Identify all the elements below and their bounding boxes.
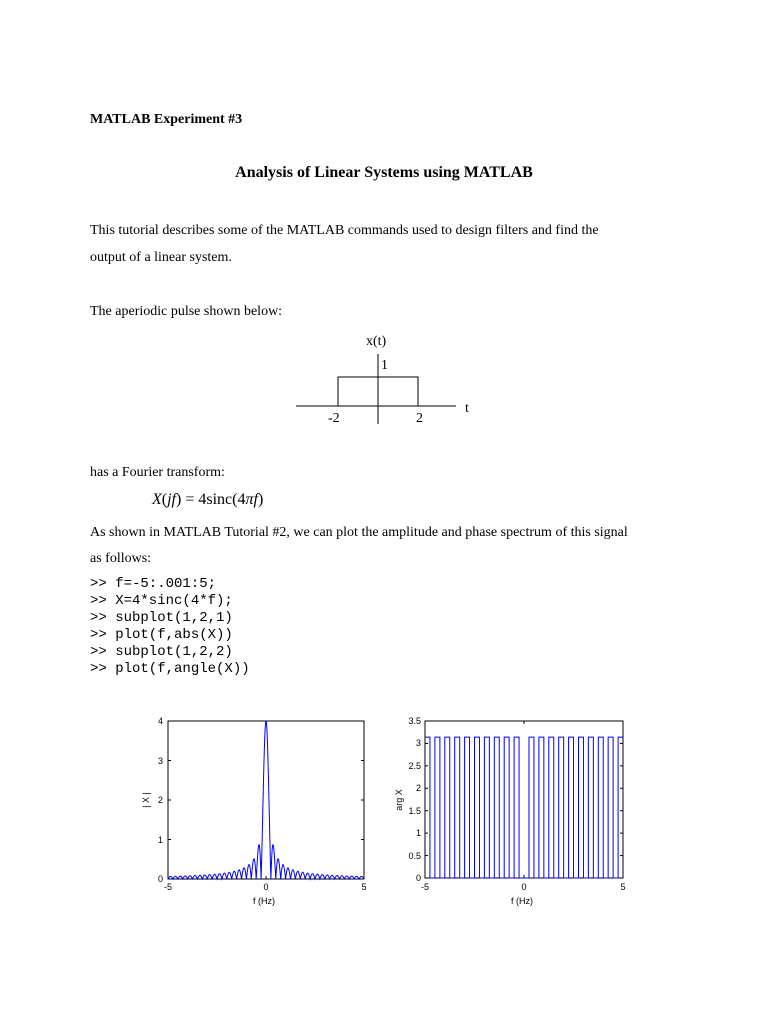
document-title: Analysis of Linear Systems using MATLAB xyxy=(235,164,533,181)
amplitude-ylabel: | X | xyxy=(141,792,151,808)
code-line: >> plot(f,angle(X)) xyxy=(90,661,250,677)
code-line: >> plot(f,abs(X)) xyxy=(90,627,233,643)
experiment-label: MATLAB Experiment #3 xyxy=(90,112,243,127)
code-line: >> subplot(1,2,2) xyxy=(90,644,233,660)
tutorial-paragraph-line-1: As shown in MATLAB Tutorial #2, we can plot the amplitude and phase spectrum of this signal xyxy=(90,525,628,540)
amplitude-xtick-label: 0 xyxy=(263,882,269,892)
amplitude-ytick-label: 3 xyxy=(157,756,163,766)
code-line: >> f=-5:.001:5; xyxy=(90,576,217,592)
formula-coefficient: 4 xyxy=(198,491,207,508)
amplitude-ytick-label: 1 xyxy=(157,835,163,845)
phase-ytick-label: 0.5 xyxy=(408,851,421,861)
phase-plot xyxy=(394,716,626,906)
phase-ytick-label: 0 xyxy=(415,873,421,883)
phase-xtick-label: -5 xyxy=(420,882,430,892)
amplitude-xtick-label: -5 xyxy=(163,882,173,892)
intro-paragraph-line-1: This tutorial describes some of the MATLAB commands used to design filters and find the xyxy=(90,223,599,238)
amplitude-xlabel: f (Hz) xyxy=(253,896,275,906)
pulse-diagram xyxy=(296,334,469,426)
amplitude-ytick-label: 2 xyxy=(157,795,163,805)
phase-ytick-label: 2 xyxy=(415,783,421,793)
pulse-xlabel: t xyxy=(465,401,469,416)
amplitude-plot-frame xyxy=(168,721,364,879)
pulse-left-edge-label: -2 xyxy=(328,411,340,426)
phase-ytick-label: 2.5 xyxy=(408,761,421,771)
intro-paragraph-line-2: output of a linear system. xyxy=(90,250,232,265)
fourier-intro-text: has a Fourier transform: xyxy=(90,465,225,480)
phase-xtick-label: 5 xyxy=(620,882,626,892)
formula-function: sinc xyxy=(206,491,233,508)
formula-equals: = xyxy=(185,491,195,508)
amplitude-xtick-label: 5 xyxy=(361,882,367,892)
code-line: >> X=4*sinc(4*f); xyxy=(90,593,233,609)
amplitude-ytick-label: 0 xyxy=(157,874,163,884)
phase-ylabel: arg X xyxy=(394,789,404,811)
formula-lhs-symbol: X xyxy=(152,491,162,508)
code-line: >> subplot(1,2,1) xyxy=(90,610,233,626)
pulse-ylabel: x(t) xyxy=(366,334,387,349)
phase-ytick-label: 1 xyxy=(415,828,421,838)
tutorial-paragraph-line-2: as follows: xyxy=(90,551,152,566)
amplitude-ytick-label: 4 xyxy=(157,716,163,726)
matlab-code-block xyxy=(90,576,250,678)
formula-lhs-arg: jf xyxy=(167,491,176,508)
pulse-right-edge-label: 2 xyxy=(416,411,423,426)
phase-ytick-label: 3 xyxy=(415,738,421,748)
amplitude-plot xyxy=(141,716,367,906)
phase-xlabel: f (Hz) xyxy=(511,896,533,906)
pulse-height-label: 1 xyxy=(381,358,388,373)
pulse-intro-text: The aperiodic pulse shown below: xyxy=(90,304,283,319)
fourier-formula: X(jf) = 4sinc(4πf) xyxy=(152,491,264,508)
phase-ytick-label: 1.5 xyxy=(408,806,421,816)
phase-xtick-label: 0 xyxy=(521,882,527,892)
phase-ytick-label: 3.5 xyxy=(408,716,421,726)
formula-arg-symbol: πf xyxy=(245,491,258,508)
formula-arg-number: 4 xyxy=(237,491,246,508)
